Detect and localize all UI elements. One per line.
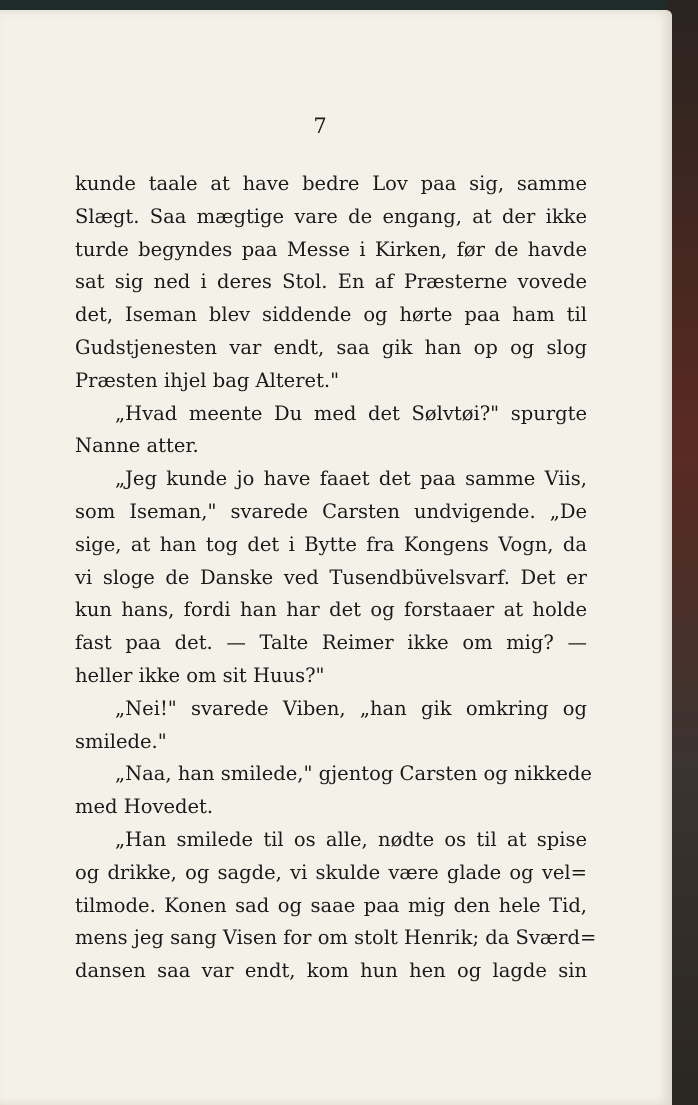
text-line: og drikke, og sagde, vi skulde være glade og vel= [75,860,587,884]
text-line: vi sloge de Danske ved Tusendbüvelsvarf. Det er [75,565,587,589]
text-line: Nanne atter. [75,434,199,458]
text-line: heller ikke om sit Huus?" [75,663,325,687]
text-line: Gudstjenesten var endt, saa gik han op og slog [75,335,587,359]
text-line: Slægt. Saa mægtige vare de engang, at der ikke [75,204,587,228]
text-line: tilmode. Konen sad og saae paa mig den hele Tid, [75,893,587,917]
text-line: fast paa det. — Talte Reimer ikke om mig? — [75,631,587,655]
text-line: det, Iseman blev siddende og hørte paa ham til [75,303,587,327]
text-line: som Iseman," svarede Carsten undvigende. „De [75,499,587,523]
text-line: kun hans, fordi han har det og forstaaer at holde [75,598,587,622]
text-line: „Jeg kunde jo have faaet det paa samme Viis, [115,467,587,491]
text-line: smilede." [75,729,167,753]
page-paper [0,10,672,1105]
text-line: „Naa, han smilede," gjentog Carsten og nikkede [115,762,592,786]
text-line: mens jeg sang Visen for om stolt Henrik; da Sværd= [75,926,597,950]
text-line: med Hovedet. [75,795,214,819]
text-line: „Han smilede til os alle, nødte os til at spise [115,827,587,851]
text-line: dansen saa var endt, kom hun hen og lagde sin [75,959,587,983]
text-line: turde begyndes paa Messe i Kirken, før de havde [75,237,587,261]
text-line: sige, at han tog det i Bytte fra Kongens Vogn, da [75,532,587,556]
page-number: 7 [313,114,327,138]
body-text [75,168,597,988]
text-line: kunde taale at have bedre Lov paa sig, samme [75,172,587,195]
text-line: „Hvad meente Du med det Sølvtøi?" spurgte [115,401,587,425]
text-line: Præsten ihjel bag Alteret." [75,368,340,392]
text-line: „Nei!" svarede Viben, „han gik omkring og [115,696,587,720]
text-line: sat sig ned i deres Stol. En af Præsterne vovede [75,270,587,294]
